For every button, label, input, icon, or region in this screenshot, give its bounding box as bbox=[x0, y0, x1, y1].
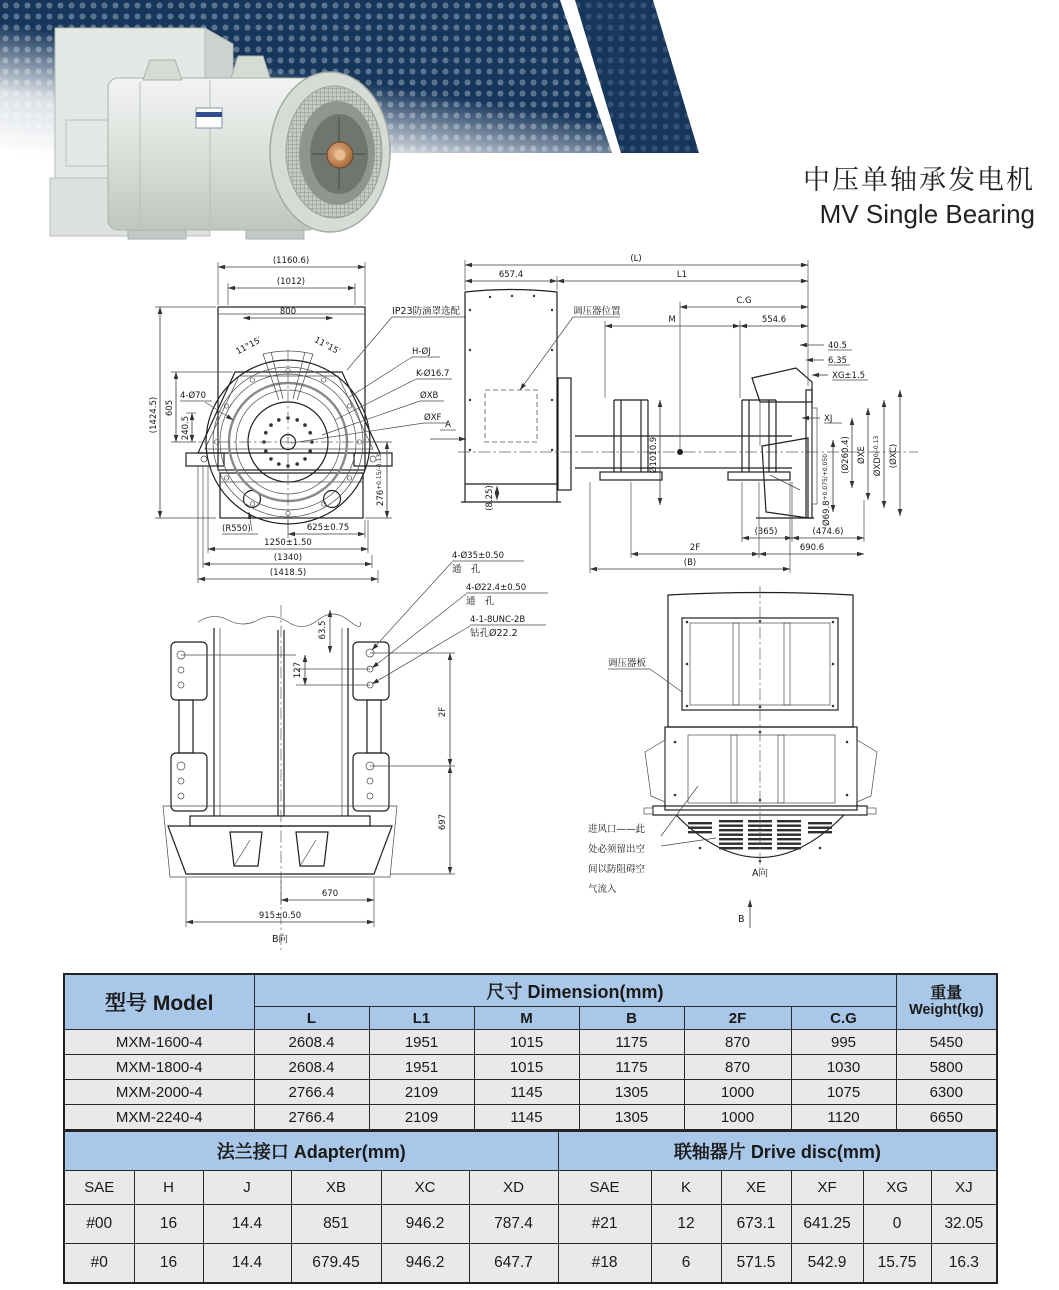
technical-drawings bbox=[0, 250, 1059, 970]
hole-label: 通 孔 bbox=[466, 596, 495, 607]
dim-label: 1250±1.50 bbox=[264, 538, 312, 548]
table-cell: 851 bbox=[291, 1205, 381, 1244]
table-cell: #00 bbox=[64, 1205, 134, 1244]
table-cell: 15.75 bbox=[863, 1244, 931, 1284]
table-cell: 6650 bbox=[896, 1105, 997, 1131]
col-header-XG: XG bbox=[863, 1171, 931, 1205]
dim-label: 2F bbox=[438, 706, 448, 718]
col-header-XE: XE bbox=[721, 1171, 791, 1205]
col-header-XD: XD bbox=[469, 1171, 558, 1205]
table-cell: 1015 bbox=[474, 1030, 579, 1055]
dim-label: ØXF bbox=[424, 413, 442, 423]
hole-label: 4-Ø22.4±0.50 bbox=[466, 583, 527, 593]
table-row bbox=[64, 1244, 997, 1284]
table-cell: 16.3 bbox=[931, 1244, 997, 1284]
table-row bbox=[64, 1030, 997, 1055]
dim-label: (365) bbox=[754, 527, 778, 537]
table-row bbox=[64, 1080, 997, 1105]
table-cell: 673.1 bbox=[721, 1205, 791, 1244]
table-cell: 5800 bbox=[896, 1055, 997, 1080]
view-a-label: A向 bbox=[752, 868, 768, 879]
table-cell: 1175 bbox=[579, 1055, 684, 1080]
dim-label: M bbox=[668, 315, 676, 325]
page-title-en: MV Single Bearing bbox=[819, 199, 1035, 230]
dim-label: 2F bbox=[689, 543, 701, 553]
dim-label: (B) bbox=[683, 558, 697, 568]
dim-label: L1 bbox=[676, 270, 688, 280]
svg-text:间以防阻碍空: 间以防阻碍空 bbox=[588, 864, 646, 875]
table-cell: 571.5 bbox=[721, 1244, 791, 1284]
table-cell: MXM-2240-4 bbox=[64, 1105, 254, 1131]
dim-label: $Ø69.8^{+0.075/+0.050}$ bbox=[822, 453, 832, 527]
table-cell: 1305 bbox=[579, 1080, 684, 1105]
model-column-header: 型号 Model bbox=[64, 974, 254, 1030]
dim-label: 915±0.50 bbox=[258, 911, 302, 921]
dim-label: H-ØJ bbox=[412, 347, 431, 357]
table-cell: 1000 bbox=[684, 1105, 791, 1131]
dimension-group-header: 尺寸 Dimension(mm) bbox=[254, 974, 896, 1007]
col-header-XJ: XJ bbox=[931, 1171, 997, 1205]
col-header-B: B bbox=[579, 1007, 684, 1030]
table-row bbox=[64, 1055, 997, 1080]
dim-label: XJ bbox=[824, 414, 833, 424]
dim-label: 6.35 bbox=[828, 356, 847, 366]
dim-label: (R550) bbox=[222, 524, 251, 534]
table-cell: 542.9 bbox=[791, 1244, 863, 1284]
col-header-L: L bbox=[254, 1007, 369, 1030]
drive-disc-group-header: 联轴器片 Drive disc(mm) bbox=[558, 1131, 997, 1171]
dimension-table bbox=[63, 973, 998, 1131]
table-cell: 1145 bbox=[474, 1080, 579, 1105]
rear-view-drawing bbox=[588, 586, 877, 928]
dim-label: 690.6 bbox=[799, 543, 825, 553]
table-cell: 2766.4 bbox=[254, 1080, 369, 1105]
table-cell: 5450 bbox=[896, 1030, 997, 1055]
dim-label: 63.5 bbox=[318, 620, 328, 640]
dim-label: (474.6) bbox=[812, 527, 844, 537]
table-cell: #0 bbox=[64, 1244, 134, 1284]
col-header-XB: XB bbox=[291, 1171, 381, 1205]
svg-text:气流入: 气流入 bbox=[588, 884, 617, 895]
table-cell: 870 bbox=[684, 1030, 791, 1055]
page-title-zh: 中压单轴承发电机 bbox=[803, 165, 1035, 195]
table-cell: #18 bbox=[558, 1244, 651, 1284]
dim-label: 11°15′ bbox=[234, 335, 264, 358]
adapter-subheader-row bbox=[64, 1171, 997, 1205]
dim-label: 40.5 bbox=[828, 341, 847, 351]
table-cell: 1951 bbox=[369, 1030, 474, 1055]
table-cell: 1015 bbox=[474, 1055, 579, 1080]
table-cell: 2109 bbox=[369, 1105, 474, 1131]
regulator-position-label: 调压器位置 bbox=[573, 306, 621, 317]
table-cell: 1075 bbox=[791, 1080, 896, 1105]
hole-label: 钻孔Ø22.2 bbox=[470, 628, 518, 639]
hole-label: 通 孔 bbox=[452, 564, 481, 575]
dimension-table-body bbox=[64, 1030, 997, 1131]
svg-text:进风口——此: 进风口——此 bbox=[588, 824, 646, 835]
table-cell: MXM-2000-4 bbox=[64, 1080, 254, 1105]
air-inlet-note bbox=[588, 823, 646, 895]
table-cell: 679.45 bbox=[291, 1244, 381, 1284]
col-header-XF: XF bbox=[791, 1171, 863, 1205]
regulator-panel-label: 调压器板 bbox=[608, 658, 647, 669]
weight-column-header: 重量 Weight(kg) bbox=[896, 974, 997, 1030]
table-cell: 1951 bbox=[369, 1055, 474, 1080]
svg-text:处必须留出空: 处必须留出空 bbox=[588, 844, 646, 855]
dim-label: Ø1010.9 bbox=[649, 436, 659, 474]
table-cell: 16 bbox=[134, 1244, 203, 1284]
table-cell: 870 bbox=[684, 1055, 791, 1080]
table-cell: 1000 bbox=[684, 1080, 791, 1105]
table-row bbox=[64, 1205, 997, 1244]
table-cell: 12 bbox=[651, 1205, 721, 1244]
col-header-L1: L1 bbox=[369, 1007, 474, 1030]
table-cell: 2608.4 bbox=[254, 1055, 369, 1080]
bottom-view-drawing bbox=[163, 550, 548, 950]
dim-label: 800 bbox=[279, 307, 297, 317]
dim-label: C.G bbox=[736, 296, 752, 306]
dim-label: (1340) bbox=[273, 553, 303, 563]
col-header-K: K bbox=[651, 1171, 721, 1205]
table-cell: 0 bbox=[863, 1205, 931, 1244]
dim-label: (1424.5) bbox=[149, 396, 159, 434]
dim-label: XG±1.5 bbox=[832, 371, 866, 381]
table-cell: 2766.4 bbox=[254, 1105, 369, 1131]
dim-label: 127 bbox=[293, 661, 303, 679]
dim-label: 240.5 bbox=[181, 415, 191, 441]
table-cell: 2109 bbox=[369, 1080, 474, 1105]
table-cell: 1030 bbox=[791, 1055, 896, 1080]
dim-label: ØXE bbox=[857, 446, 867, 464]
col-header-2F: 2F bbox=[684, 1007, 791, 1030]
table-cell: #21 bbox=[558, 1205, 651, 1244]
dim-label: 625±0.75 bbox=[306, 523, 350, 533]
view-b-label: B向 bbox=[271, 934, 289, 945]
table-cell: 641.25 bbox=[791, 1205, 863, 1244]
dim-label: 11°15′ bbox=[312, 335, 342, 358]
page-title bbox=[803, 163, 1035, 232]
table-cell: 1120 bbox=[791, 1105, 896, 1131]
dim-label: $ØXD^{0/-0.13}$ bbox=[873, 435, 883, 477]
table-cell: 6 bbox=[651, 1244, 721, 1284]
table-cell: 946.2 bbox=[381, 1244, 469, 1284]
table-cell: 787.4 bbox=[469, 1205, 558, 1244]
arrow-b-label: B bbox=[738, 914, 745, 925]
front-view-drawing bbox=[149, 256, 466, 583]
dim-label: K-Ø16.7 bbox=[416, 369, 450, 379]
col-header-SAE-disc: SAE bbox=[558, 1171, 651, 1205]
side-view-drawing bbox=[458, 254, 918, 573]
table-cell: MXM-1800-4 bbox=[64, 1055, 254, 1080]
col-header-J: J bbox=[203, 1171, 291, 1205]
table-cell: 1145 bbox=[474, 1105, 579, 1131]
dim-label: (L) bbox=[630, 254, 642, 264]
table-cell: 6300 bbox=[896, 1080, 997, 1105]
table-cell: 14.4 bbox=[203, 1205, 291, 1244]
table-cell: 2608.4 bbox=[254, 1030, 369, 1055]
col-header-H: H bbox=[134, 1171, 203, 1205]
table-cell: 1175 bbox=[579, 1030, 684, 1055]
view-a-label: A bbox=[445, 420, 451, 430]
dim-label: (8.25) bbox=[485, 485, 495, 511]
col-header-M: M bbox=[474, 1007, 579, 1030]
dim-label: 605 bbox=[165, 399, 175, 417]
dim-label: (ØXC) bbox=[889, 443, 899, 469]
dim-label: 4-Ø70 bbox=[180, 391, 206, 401]
dim-label: (1418.5) bbox=[269, 568, 307, 578]
dim-label: ØXB bbox=[420, 391, 439, 401]
dim-label-ip23: IP23防滴罩选配 bbox=[392, 306, 461, 317]
dim-label: 657.4 bbox=[498, 270, 524, 280]
dim-label: 670 bbox=[321, 889, 339, 899]
table-cell: 32.05 bbox=[931, 1205, 997, 1244]
dim-label: (1012) bbox=[276, 277, 306, 287]
hole-label: 4-1-8UNC-2B bbox=[470, 615, 526, 625]
col-header-CG: C.G bbox=[791, 1007, 896, 1030]
dim-label: 554.6 bbox=[761, 315, 787, 325]
adapter-drive-disc-table bbox=[63, 1130, 998, 1284]
table-cell: MXM-1600-4 bbox=[64, 1030, 254, 1055]
col-header-XC: XC bbox=[381, 1171, 469, 1205]
adapter-table-body bbox=[64, 1205, 997, 1284]
table-cell: 946.2 bbox=[381, 1205, 469, 1244]
col-header-SAE-adapter: SAE bbox=[64, 1171, 134, 1205]
dim-label: (1160.6) bbox=[272, 256, 310, 266]
dim-label: 697 bbox=[438, 813, 448, 831]
table-cell: 647.7 bbox=[469, 1244, 558, 1284]
dim-label: (Ø260.4) bbox=[841, 436, 851, 474]
table-cell: 995 bbox=[791, 1030, 896, 1055]
table-cell: 1305 bbox=[579, 1105, 684, 1131]
table-cell: 14.4 bbox=[203, 1244, 291, 1284]
table-row bbox=[64, 1105, 997, 1131]
dim-label: $276^{+0.15/-0.13}$ bbox=[376, 453, 386, 507]
adapter-group-header: 法兰接口 Adapter(mm) bbox=[64, 1131, 558, 1171]
hole-label: 4-Ø35±0.50 bbox=[452, 551, 505, 561]
table-cell: 16 bbox=[134, 1205, 203, 1244]
